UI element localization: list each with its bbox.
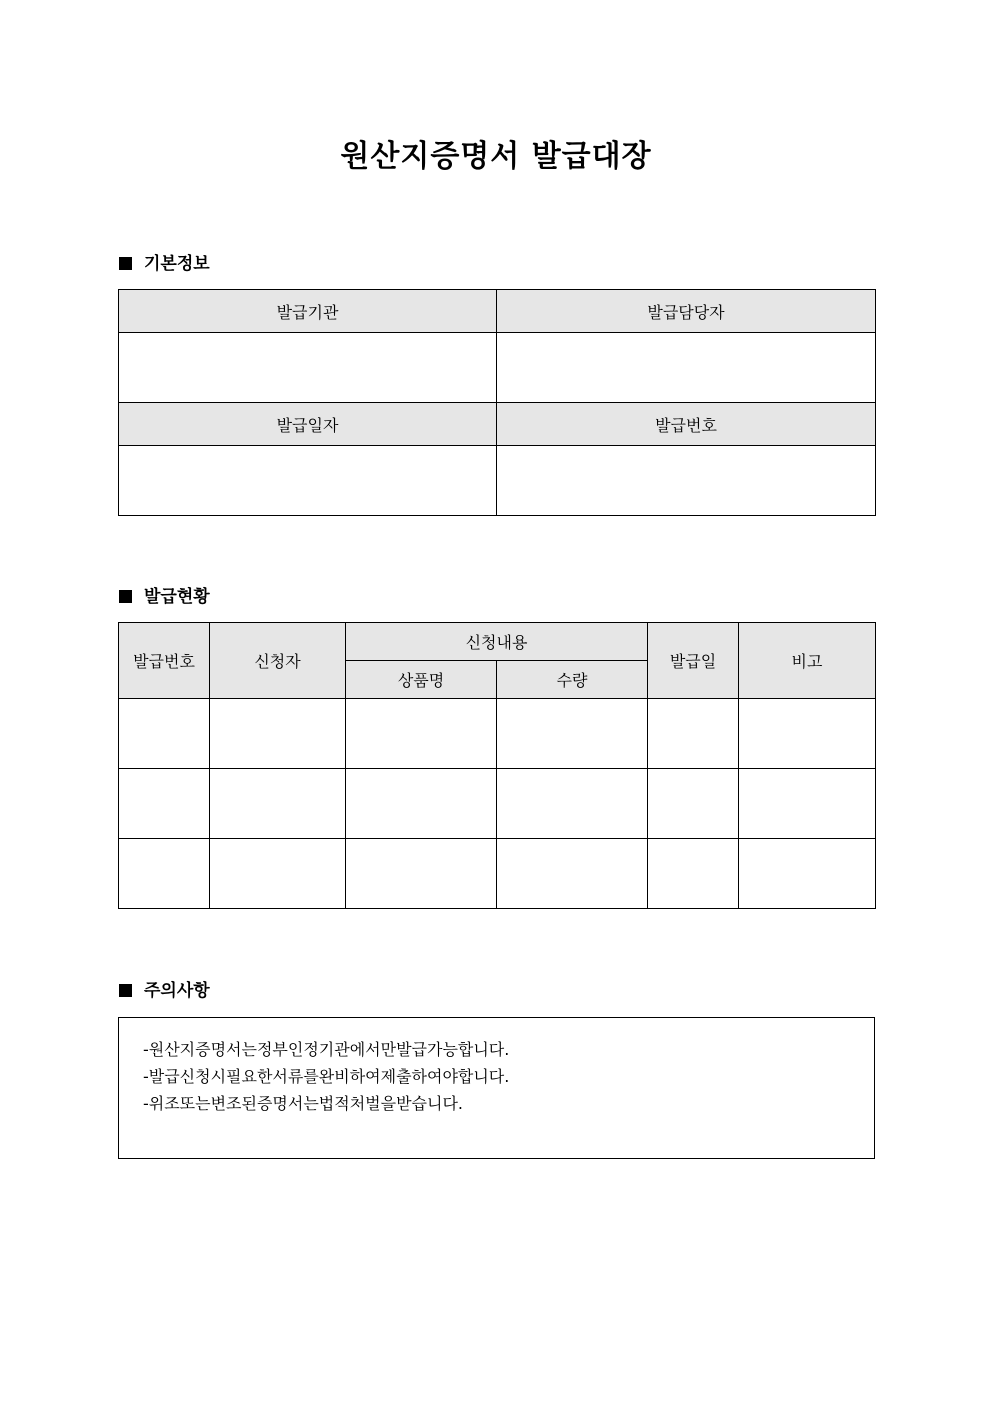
col-issue-date: 발급일: [648, 623, 739, 699]
table-cell[interactable]: [346, 839, 497, 909]
issue-number-field[interactable]: [497, 446, 876, 516]
notes-heading: [119, 979, 210, 1003]
table-cell[interactable]: [497, 839, 648, 909]
basic-info-heading-text: 기본정보: [144, 254, 210, 274]
table-cell[interactable]: [497, 769, 648, 839]
table-cell[interactable]: [119, 769, 210, 839]
col-product-name: 상품명: [346, 661, 497, 699]
table-cell[interactable]: [346, 699, 497, 769]
table-cell[interactable]: [648, 699, 739, 769]
table-cell[interactable]: [346, 769, 497, 839]
col-remarks: 비고: [739, 623, 876, 699]
table-cell[interactable]: [648, 839, 739, 909]
notes-list: [119, 1018, 874, 1117]
issue-date-field[interactable]: [119, 446, 497, 516]
issuing-officer-field[interactable]: [497, 333, 876, 403]
table-cell[interactable]: [648, 769, 739, 839]
table-cell[interactable]: [210, 839, 346, 909]
basic-info-table: [118, 289, 876, 516]
col-applicant: 신청자: [210, 623, 346, 699]
document-title: 원산지증명서 발급대장: [340, 139, 652, 174]
issuing-officer-label: 발급담당자: [497, 290, 876, 333]
table-cell[interactable]: [210, 769, 346, 839]
status-heading-text: 발급현황: [144, 587, 210, 607]
square-bullet-icon: [119, 984, 132, 997]
col-request-content: 신청내용: [346, 623, 648, 661]
notes-heading-text: 주의사항: [144, 981, 210, 1001]
note-item: -발급신청시필요한서류를완비하여제출하여야합니다.: [143, 1067, 510, 1086]
square-bullet-icon: [119, 590, 132, 603]
table-cell[interactable]: [497, 699, 648, 769]
issuing-agency-label: 발급기관: [119, 290, 497, 333]
col-issue-number: 발급번호: [119, 623, 210, 699]
col-quantity: 수량: [497, 661, 648, 699]
table-row: [119, 699, 876, 769]
issue-date-label: 발급일자: [119, 403, 497, 446]
notes-box: [118, 1017, 875, 1159]
status-heading: [119, 585, 210, 609]
note-item: -원산지증명서는정부인정기관에서만발급가능합니다.: [143, 1040, 510, 1059]
table-cell[interactable]: [119, 699, 210, 769]
table-cell[interactable]: [739, 699, 876, 769]
table-row: [119, 839, 876, 909]
issue-number-label: 발급번호: [497, 403, 876, 446]
issuance-status-table: [118, 622, 876, 909]
table-cell[interactable]: [119, 839, 210, 909]
table-row: [119, 769, 876, 839]
table-cell[interactable]: [739, 769, 876, 839]
table-cell[interactable]: [739, 839, 876, 909]
basic-info-heading: [119, 252, 210, 276]
table-cell[interactable]: [210, 699, 346, 769]
issuing-agency-field[interactable]: [119, 333, 497, 403]
note-item: -위조또는변조된증명서는법적처벌을받습니다.: [143, 1094, 463, 1113]
square-bullet-icon: [119, 257, 132, 270]
